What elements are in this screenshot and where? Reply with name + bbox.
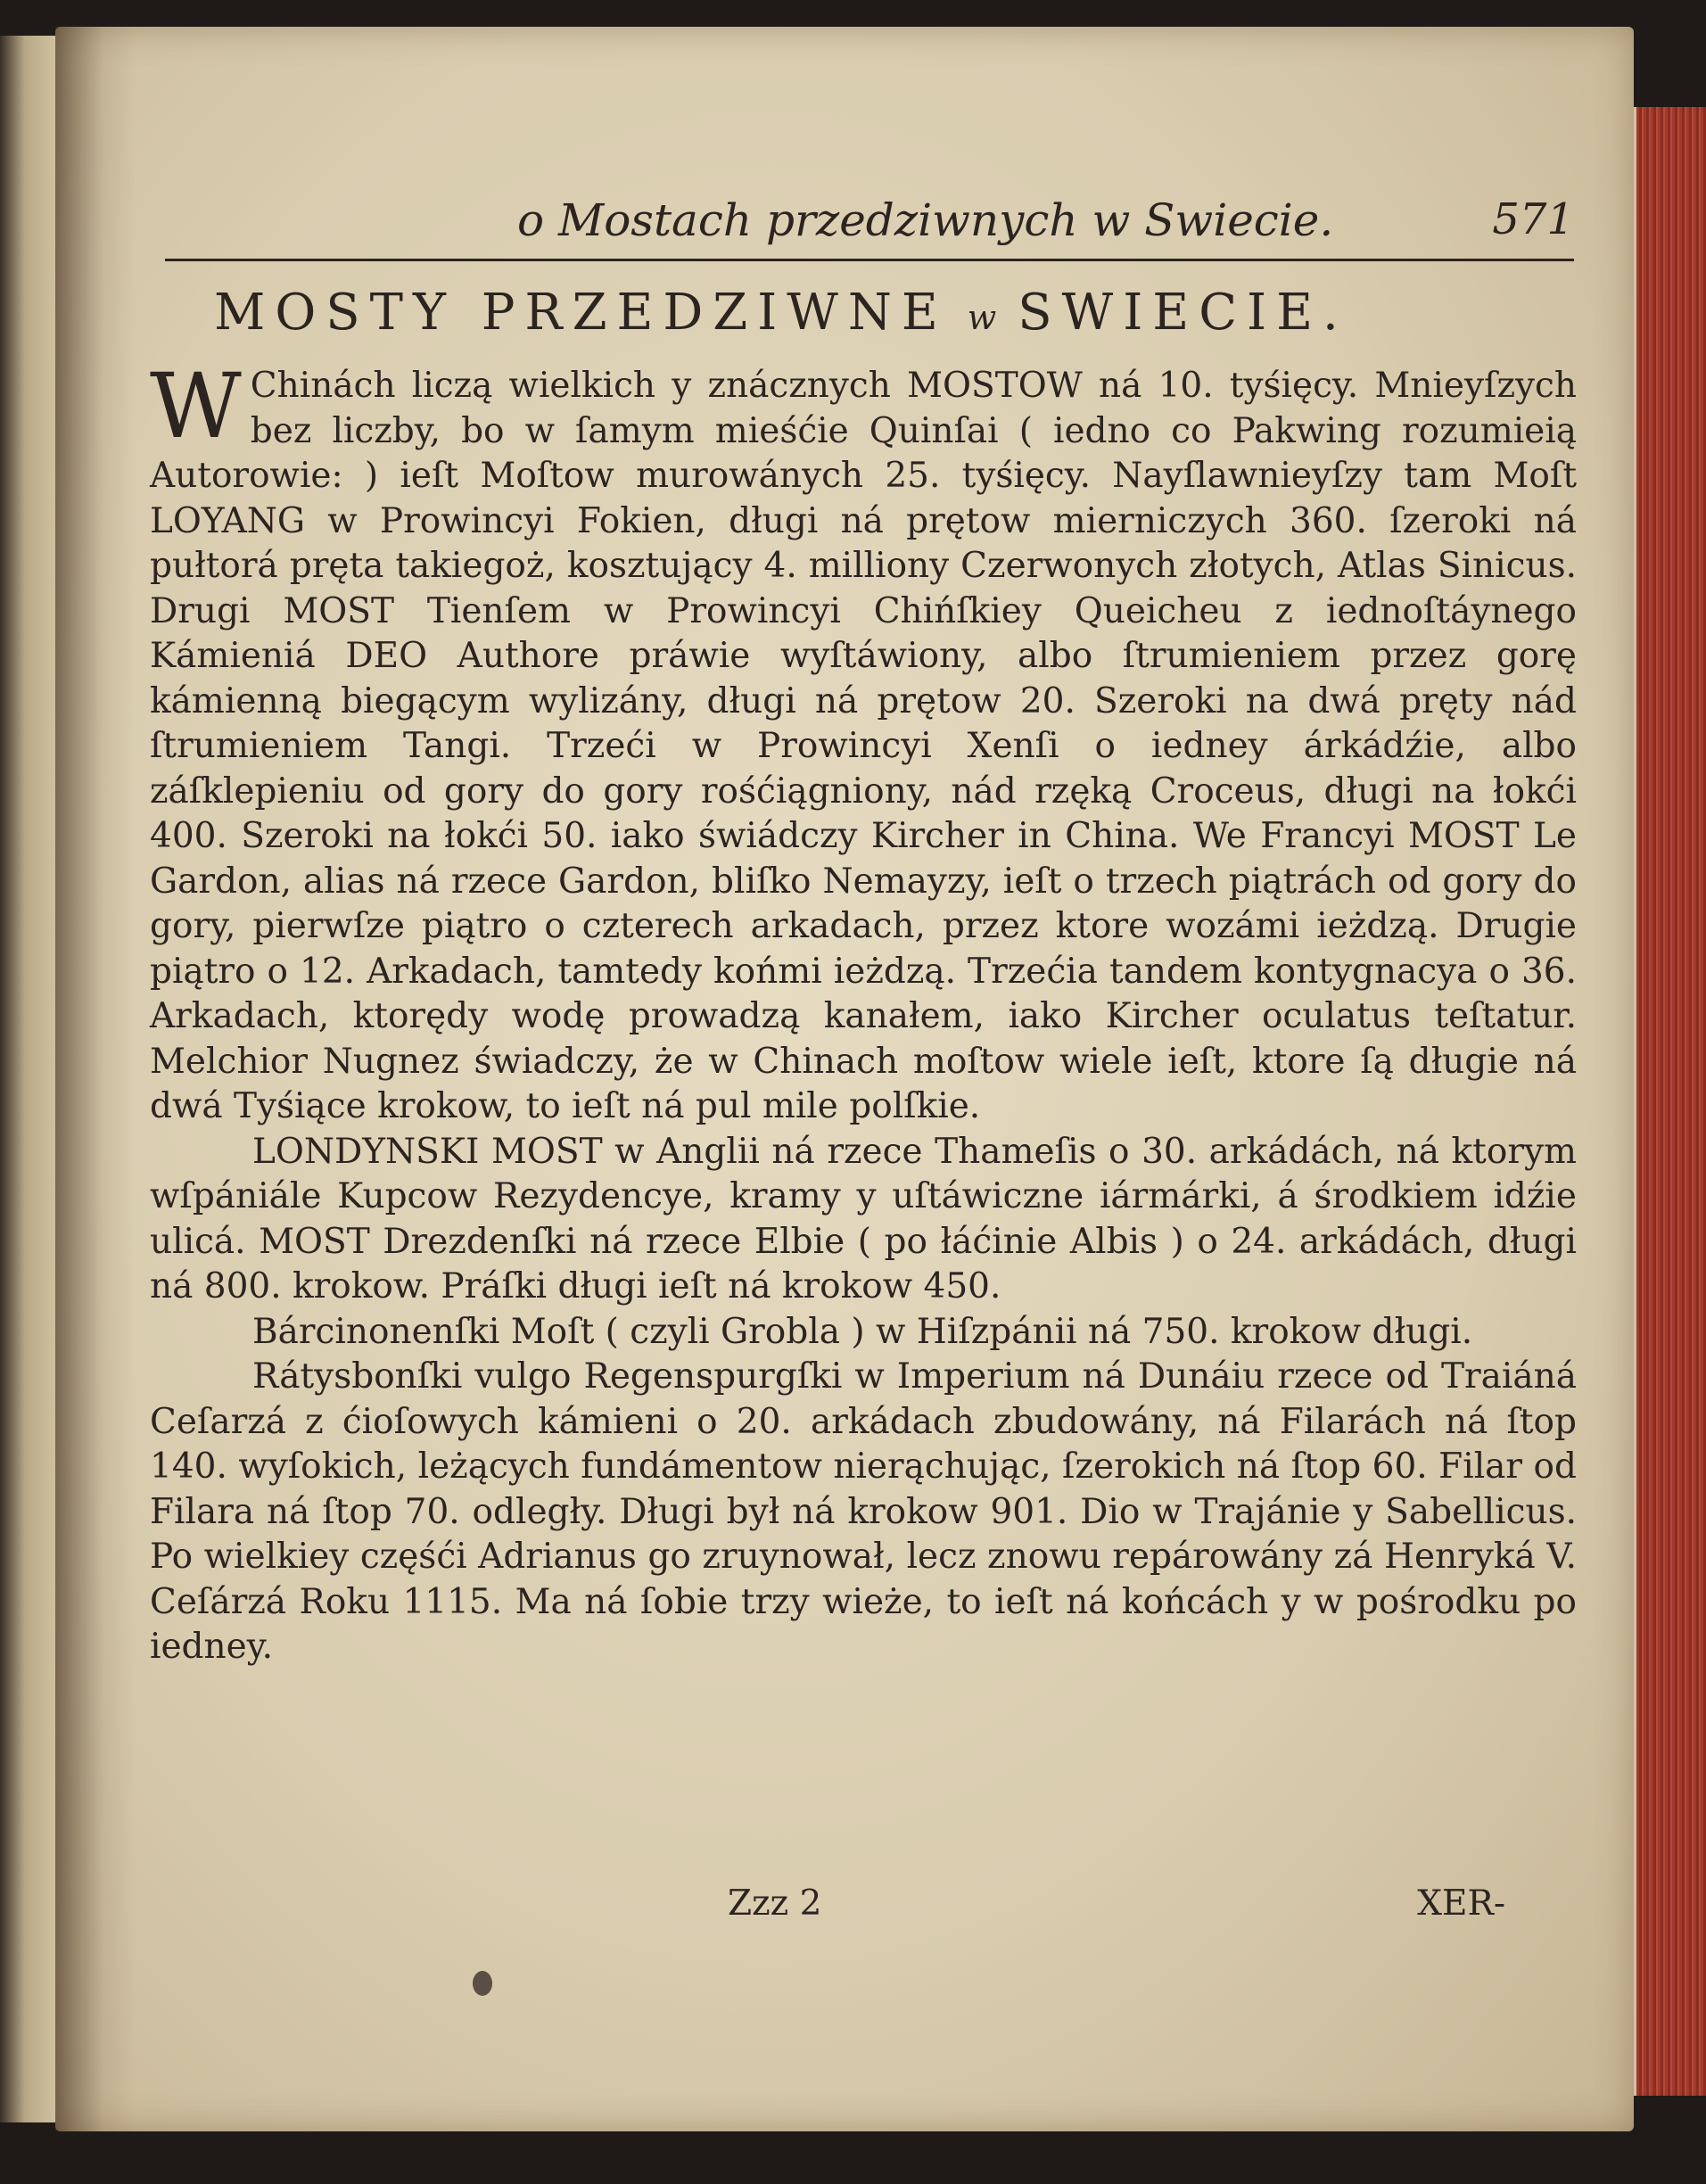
section-title-part2: SWIECIE. bbox=[1018, 284, 1348, 342]
section-title-connector: w bbox=[967, 298, 999, 337]
page-gutter-shadow bbox=[55, 27, 136, 2131]
drop-cap: W bbox=[150, 354, 242, 458]
ink-blot bbox=[473, 1971, 492, 1996]
catchword: XER- bbox=[1417, 1883, 1505, 1924]
page-number: 571 bbox=[1492, 194, 1574, 244]
section-title-part1: MOSTY PRZEDZIWNE bbox=[214, 284, 948, 342]
red-page-edges bbox=[1634, 107, 1706, 2096]
paragraph-text: Chinách liczą wielkich y znácznych MOSTOW ná 10. tyśięcy. Mnieyſzych bez liczby, bo w ſamym mieśćie Quinſai ( iedno co Pakwing rozumieią Autorowie: ) ieſt Moſtow murowánych 25. tyśięcy. Nayſlawnieyſzy tam Moſt LOYANG w Prowincyi Fokien, długi ná prętow mierniczych 360. ſzeroki ná pułtorá pręta takiegoż, kosztujący 4. milliony Czerwonych złotych, Atlas Sinicus. Drugi MOST Tienſem w Prowincyi Chińſkiey Queicheu z iednoſtáynego Kámieniá DEO Authore práwie wyſtáwiony, albo ſtrumieniem przez gorę kámienną biegącym wylizány, długi ná prętow 20. Szeroki na dwá pręty nád ſtrumieniem Tangi. Trzeći w Prowincyi Xenſi o iedney árkádźie, albo záſklepieniu od gory do gory rośćiągniony, nád rzęką Croceus, długi na łokći 400. Szeroki na łokći 50. iako świádczy Kircher in China. We Francyi MOST Le Gardon, alias ná rzece Gardon, bliſko Nemayzy, ieſt o trzech piątrách od gory do gory, pierwſze piątro o czterech arkadach, przez ktore wozámi ieżdzą. Drugie piątro o 12. Arkadach, tamtedy końmi ieżdzą. Trzećia tandem kontygnacya o 36. Arkadach, ktorędy wodę prowadzą kanałem, iako Kircher oculatus teſtatur. Melchior Nugnez świadczy, że w Chinach moſtow wiele ieſt, ktore ſą długie ná dwá Tyśiące krokow, to ieſt ná pul mile polſkie. bbox=[150, 366, 1577, 1126]
signature-mark: Zzz 2 bbox=[728, 1883, 822, 1924]
section-title bbox=[214, 284, 1516, 342]
running-head bbox=[165, 187, 1574, 261]
paragraph-london-bridge: LONDYNSKI MOST w Anglii ná rzece Thameſis o 30. arkádách, ná ktorym wſpániále Kupcow Rezydencye, kramy y uſtáwiczne iármárki, á środkiem idźie ulicá. MOST Drezdenſki ná rzece Elbie ( po łáćinie Albis ) o 24. arkádách, długi ná 800. krokow. Práſki długi ieſt ná krokow 450. bbox=[150, 1131, 1577, 1306]
paragraph-barcelona-bridge: Bárcinonenſki Moſt ( czyli Grobla ) w Hiſzpánii ná 750. krokow długi. bbox=[252, 1311, 1473, 1352]
paragraph-regensburg-bridge: Rátysbonſki vulgo Regenspurgſki w Imperium ná Dunáiu rzece od Traiáná Ceſarzá z ćioſowych kámieni o 20. arkádach zbudowány, ná Filarách ná ſtop 140. wyſokich, leżących fundámentow nierąchując, ſzerokich ná ſtop 60. Filar od Filara ná ſtop 70. odległy. Długi był ná krokow 901. Dio w Trajánie y Sabellicus. Po wielkiey częśći Adrianus go zruynował, lecz znowu repárowány zá Henryká V. Ceſárzá Roku 1115. Ma ná ſobie trzy wieże, to ieſt ná końcách y w pośrodku po iedney. bbox=[150, 1356, 1577, 1667]
running-head-title: o Mostach przedziwnych w Swiecie. bbox=[517, 194, 1334, 246]
body-text bbox=[150, 354, 1577, 1670]
page-footer bbox=[150, 1883, 1505, 1928]
left-page-edge bbox=[0, 36, 62, 2122]
paragraph-chinese-bridges bbox=[150, 354, 1577, 1130]
